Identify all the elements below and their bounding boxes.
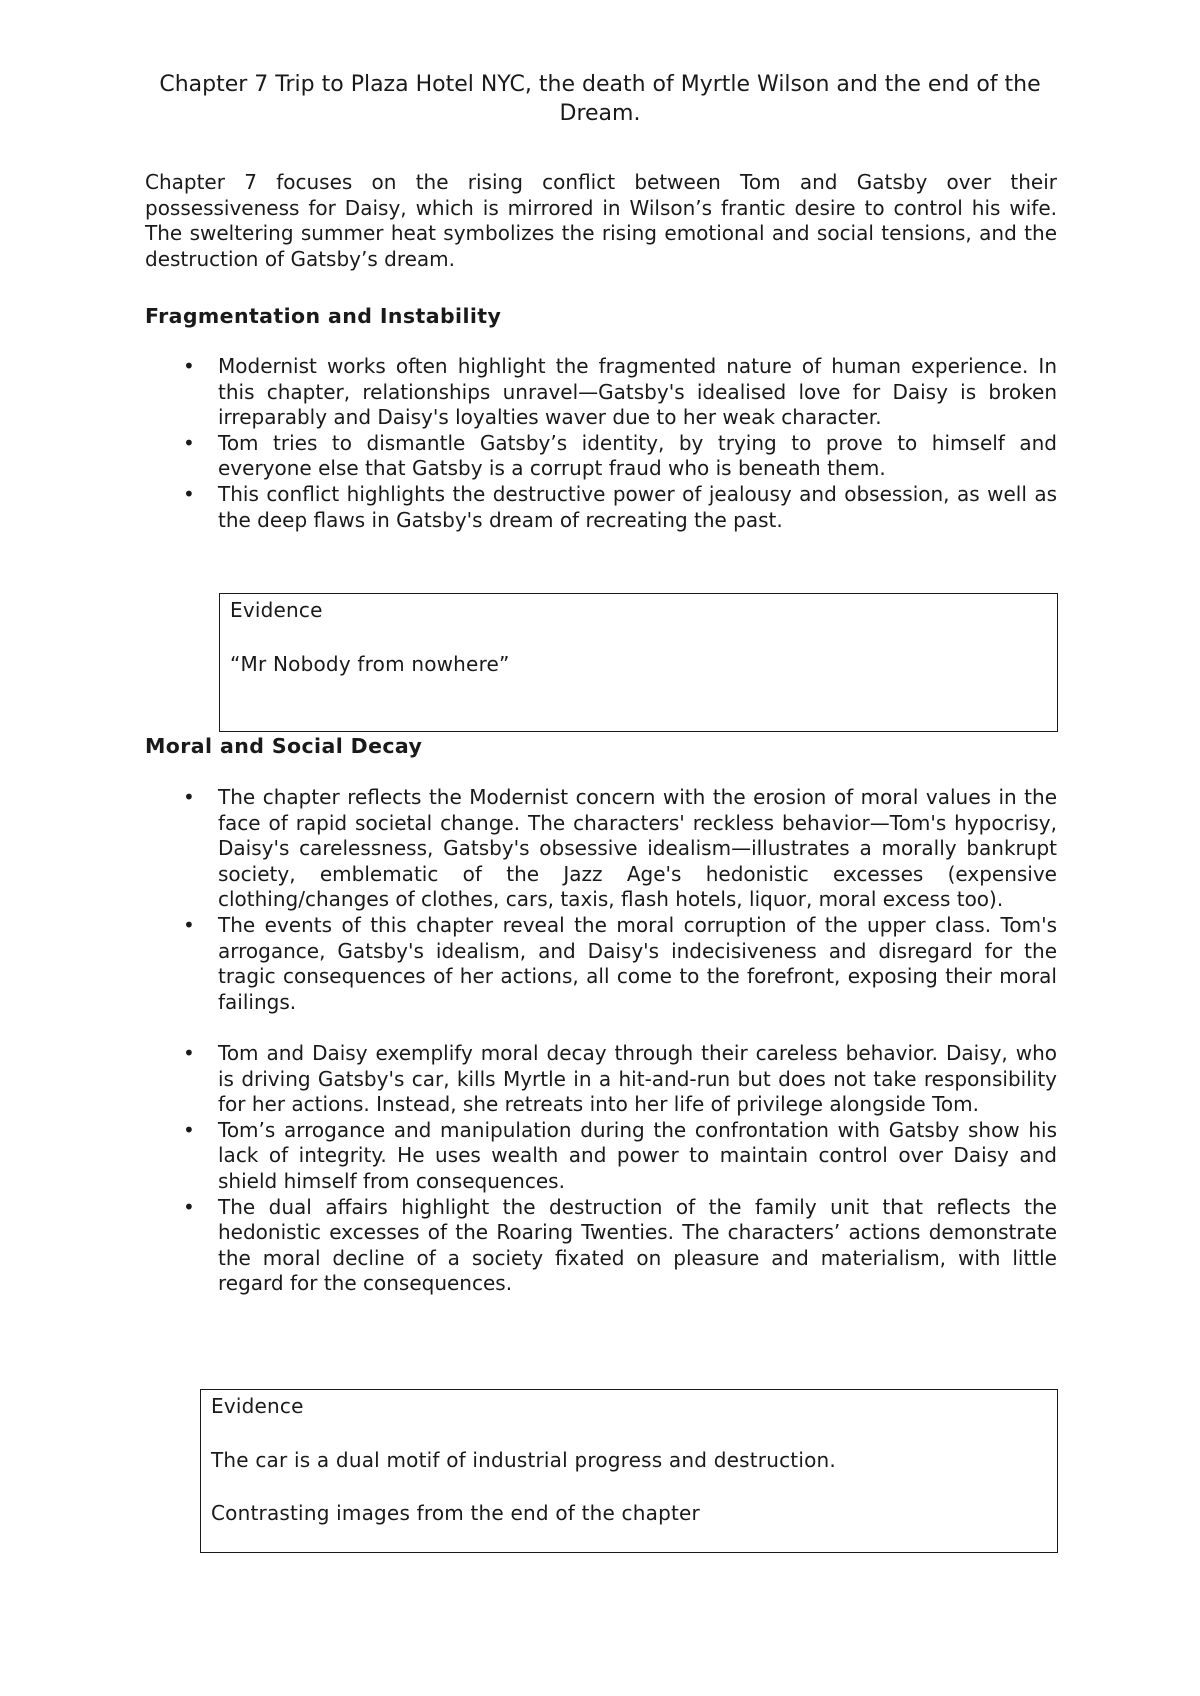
- bullet-icon: •: [183, 354, 195, 378]
- evidence-label: Evidence: [230, 598, 323, 622]
- list-item-text: The dual affairs highlight the destruction of the family unit that reflects the hedonistic excesses of the Roaring Twenties. The characters’ actions demonstrate the moral decline of a society fixated on pleasure and materialism, with little regard for the consequences.: [218, 1194, 1057, 1296]
- evidence-quote: “Mr Nobody from nowhere”: [230, 651, 510, 676]
- list-item-text: Tom tries to dismantle Gatsby’s identity, by trying to prove to himself and everyone else that Gatsby is a corrupt fraud who is beneath them.: [218, 430, 1057, 481]
- list-item-text: Tom’s arrogance and manipulation during the confrontation with Gatsby show his lack of integrity. He uses wealth and power to maintain control over Daisy and shield himself from consequences.: [218, 1117, 1057, 1193]
- list-item-text: Tom and Daisy exemplify moral decay through their careless behavior. Daisy, who is driving Gatsby's car, kills Myrtle in a hit-and-run but does not take responsibility for her actions. Instead, she retreats into her life of privilege alongside Tom.: [218, 1040, 1057, 1117]
- bullet-icon: •: [183, 1194, 195, 1219]
- intro-paragraph: Chapter 7 focuses on the rising conflict between Tom and Gatsby over their possessiveness for Daisy, which is mirrored in Wilson’s frantic desire to control his wife. The sweltering summer heat symbolizes the rising emotional and social tensions, and the destruction of Gatsby’s dream.: [145, 170, 1057, 271]
- evidence-line: Contrasting images from the end of the chapter: [211, 1501, 700, 1526]
- list-item: [0, 482, 1200, 533]
- list-item-text: The chapter reflects the Modernist concern with the erosion of moral values in the face of rapid societal change. The characters' reckless behavior—Tom's hypocrisy, Daisy's carelessness, Gatsby's obsessive idealism—illustrates a morally bankrupt society, emblematic of the Jazz Age's hedonistic excesses (expensive clothing/changes of clothes, cars, taxis, flash hotels, liquor, moral excess too).: [218, 785, 1057, 912]
- document-title: Chapter 7 Trip to Plaza Hotel NYC, the death of Myrtle Wilson and the end of the Dream.: [159, 72, 1041, 126]
- list-item: [0, 785, 1200, 913]
- list-item-text: This conflict highlights the destructive power of jealousy and obsession, as well as the deep flaws in Gatsby's dream of recreating the past.: [218, 481, 1057, 532]
- bullet-icon: •: [183, 481, 195, 506]
- list-item: [0, 431, 1200, 482]
- evidence-label: Evidence: [211, 1394, 304, 1418]
- section-heading-moral-decay: Moral and Social Decay: [145, 734, 423, 758]
- list-item: [0, 354, 1200, 431]
- bullet-icon: •: [183, 785, 195, 809]
- list-item: [0, 1041, 1200, 1118]
- fragmentation-bullet-list: [0, 354, 1200, 533]
- evidence-line: The car is a dual motif of industrial progress and destruction.: [211, 1447, 836, 1472]
- bullet-icon: •: [183, 1040, 195, 1065]
- list-item: [0, 913, 1200, 1015]
- section-heading-fragmentation: Fragmentation and Instability: [145, 304, 502, 328]
- list-item: [0, 1195, 1200, 1297]
- bullet-icon: •: [183, 912, 195, 937]
- bullet-icon: •: [183, 430, 195, 455]
- moral-decay-bullet-list: [0, 785, 1200, 1297]
- list-item: [0, 1118, 1200, 1195]
- evidence-box-moral-decay: [200, 1389, 1058, 1553]
- list-item-text: Modernist works often highlight the fragmented nature of human experience. In this chapter, relationships unravel—Gatsby's idealised love for Daisy is broken irreparably and Daisy's loyalties waver due to her weak character.: [218, 354, 1057, 430]
- list-item-text: The events of this chapter reveal the moral corruption of the upper class. Tom's arrogance, Gatsby's idealism, and Daisy's indecisiveness and disregard for the tragic consequences of her actions, all come to the forefront, exposing their moral failings.: [218, 912, 1057, 1014]
- bullet-icon: •: [183, 1117, 195, 1142]
- evidence-box-fragmentation: [219, 593, 1058, 732]
